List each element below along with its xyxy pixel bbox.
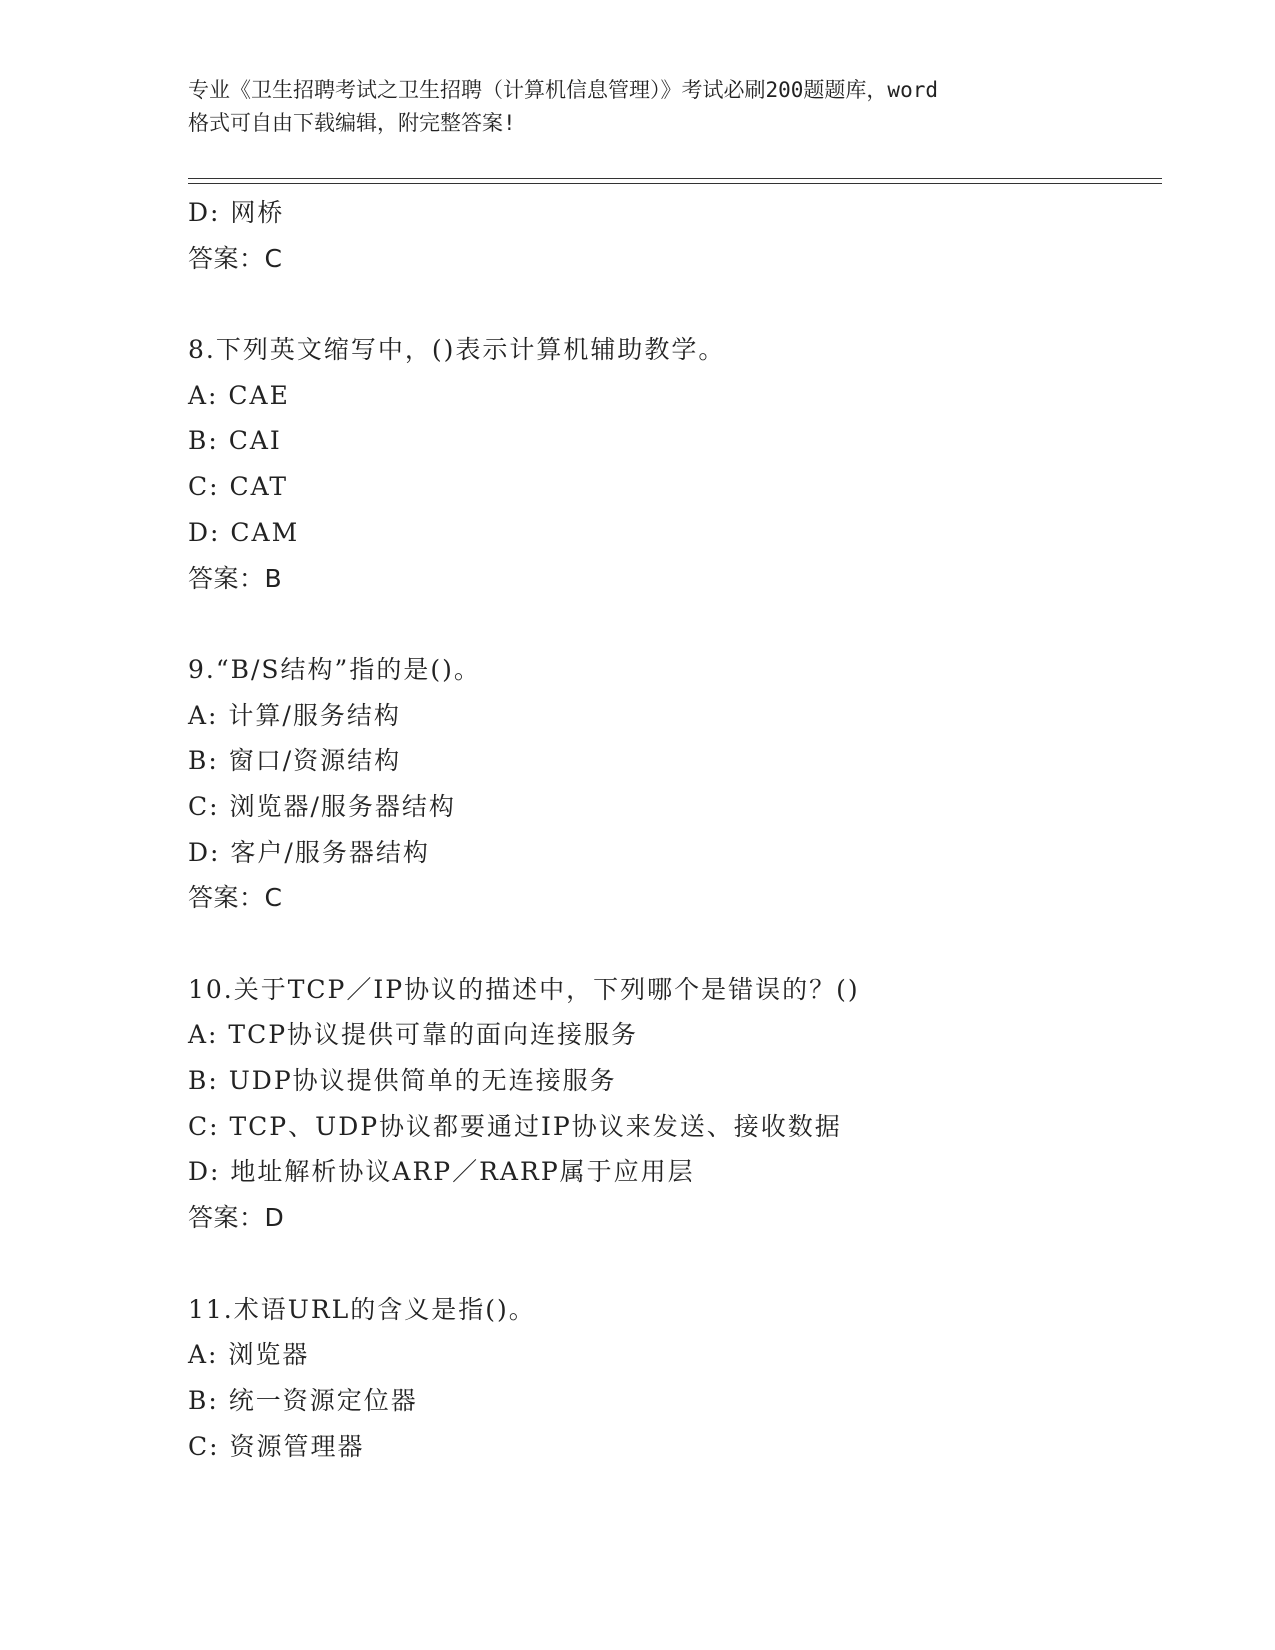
q11-option-c: C: 资源管理器 — [188, 1431, 365, 1461]
spacer — [188, 921, 1168, 967]
q10-question: 10.关于TCP／IP协议的描述中，下列哪个是错误的？() — [188, 974, 860, 1004]
prev-option-d: D: 网桥 — [188, 198, 285, 227]
header-divider-bottom — [188, 183, 1162, 184]
q10-option-d: D: 地址解析协议ARP／RARP属于应用层 — [188, 1157, 695, 1187]
header-title-line-1: 专业《卫生招聘考试之卫生招聘（计算机信息管理）》考试必刷200题题库，word — [188, 78, 938, 102]
header-title-line-2: 格式可自由下载编辑，附完整答案! — [188, 111, 516, 135]
q10-option-b: B: UDP协议提供简单的无连接服务 — [188, 1066, 617, 1096]
q9-option-d: D: 客户/服务器结构 — [188, 837, 430, 867]
q11-option-b: B: 统一资源定位器 — [188, 1385, 418, 1415]
prev-answer: 答案：C — [188, 243, 283, 273]
document-header — [188, 74, 1088, 140]
q8-question: 8.下列英文缩写中，()表示计算机辅助教学。 — [188, 335, 726, 365]
q8-option-d: D: CAM — [188, 517, 300, 547]
q9-option-c: C: 浏览器/服务器结构 — [188, 791, 456, 821]
q9-answer: 答案：C — [188, 883, 283, 913]
q11-option-a: A: 浏览器 — [188, 1340, 310, 1370]
spacer — [188, 281, 1168, 327]
q9-option-a: A: 计算/服务结构 — [188, 700, 401, 730]
spacer — [188, 1241, 1168, 1287]
q10-option-a: A: TCP协议提供可靠的面向连接服务 — [188, 1020, 639, 1050]
q10-option-c: C: TCP、UDP协议都要通过IP协议来发送、接收数据 — [188, 1111, 842, 1141]
question-list — [188, 190, 1168, 1469]
q11-question: 11.术语URL的含义是指()。 — [188, 1294, 536, 1324]
q9-option-b: B: 窗口/资源结构 — [188, 746, 402, 776]
q8-option-c: C: CAT — [188, 472, 288, 502]
q8-answer: 答案：B — [188, 563, 283, 593]
q9-question: 9.“B/S结构”指的是()。 — [188, 654, 481, 684]
header-divider-top — [188, 178, 1162, 179]
q10-answer: 答案：D — [188, 1203, 285, 1233]
spacer — [188, 601, 1168, 647]
q8-option-b: B: CAI — [188, 426, 282, 456]
q8-option-a: A: CAE — [188, 380, 290, 410]
